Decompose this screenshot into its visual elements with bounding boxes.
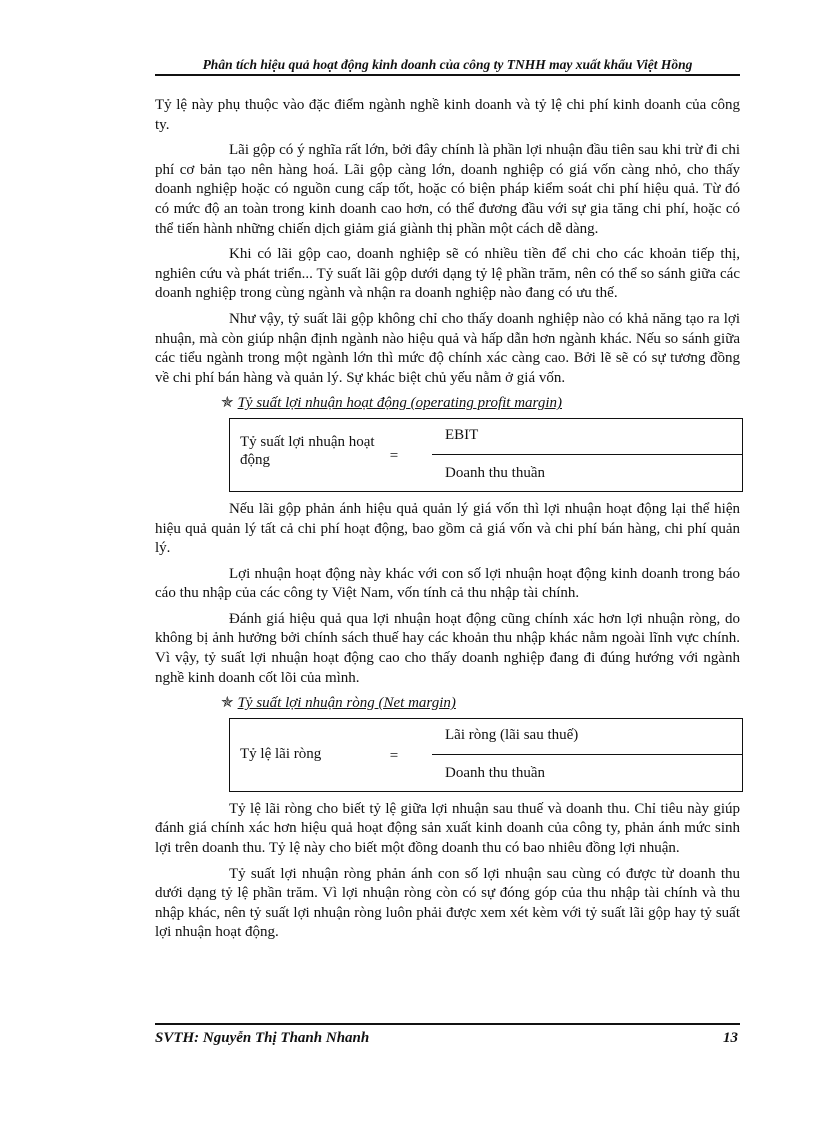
- section-heading-net-margin: [221, 694, 740, 714]
- fraction-bar: [432, 754, 742, 755]
- footer-author: SVTH: Nguyễn Thị Thanh Nhanh: [155, 1030, 370, 1046]
- equals-sign: =: [389, 747, 399, 764]
- fraction-bar: [432, 454, 742, 455]
- operating-margin-formula: [229, 418, 743, 492]
- equals-sign: =: [389, 447, 399, 464]
- paragraph: Đánh giá hiệu quả qua lợi nhuận hoạt động cũng chính xác hơn lợi nhuận ròng, do không bị ảnh hưởng bởi chính sách thuế hay các khoản thu nhập khác nằm ngoài lĩnh vực chính. Vì vậy, tỷ suất lợi nhuận hoạt động cao cho thấy doanh nghiệp đang đi đúng hướng với ngành nghề kinh doanh cốt lõi của mình.: [155, 610, 740, 686]
- paragraph: Tỷ suất lợi nhuận ròng phản ánh con số lợi nhuận sau cùng có được từ doanh thu dưới dạng tỷ lệ phần trăm. Vì lợi nhuận ròng còn có sự đóng góp của thu nhập tài chính và thu nhập khác, nên tỷ suất lợi nhuận ròng luôn phải được xem xét kèm với tỷ suất lãi gộp hay tỷ suất lợi nhuận hoạt động.: [155, 865, 740, 941]
- running-header: Phân tích hiệu quả hoạt động kinh doanh của công ty TNHH may xuất khẩu Việt Hồng: [202, 57, 693, 72]
- paragraph: Lợi nhuận hoạt động này khác với con số lợi nhuận hoạt động kinh doanh trong báo cáo thu nhập của các công ty Việt Nam, vốn tính cả thu nhập tài chính.: [155, 565, 740, 602]
- header-rule: [155, 74, 740, 76]
- formula-numerator: Lãi ròng (lãi sau thuế): [445, 726, 579, 743]
- section-heading-operating-margin: [221, 394, 740, 414]
- formula-denominator: Doanh thu thuần: [445, 764, 545, 781]
- paragraph: Như vậy, tỷ suất lãi gộp không chỉ cho thấy doanh nghiệp nào có khả năng tạo ra lợi nhuận, mà còn giúp nhận định ngành nào hiệu quả và hấp dẫn hơn ngành khác. Nếu so sánh giữa các tiểu ngành trong một ngành lớn thì mức độ chính xác càng cao. Bởi lẽ sẽ có sự tương đồng về chi phí bán hàng và quản lý. Sự khác biệt chủ yếu nằm ở giá vốn.: [155, 310, 740, 386]
- paragraph: Nếu lãi gộp phản ánh hiệu quả quản lý giá vốn thì lợi nhuận hoạt động lại thể hiện hiệu quả quản lý tất cả chi phí hoạt động, bao gồm cả giá vốn và chi phí bán hàng, chi phí quản lý.: [155, 500, 740, 557]
- footer-rule: [155, 1023, 740, 1025]
- page-body: [155, 96, 740, 949]
- formula-denominator: Doanh thu thuần: [445, 464, 545, 481]
- formula-numerator: EBIT: [445, 426, 479, 443]
- star-bullet-icon: ✯: [221, 695, 234, 712]
- formula-label: Tỷ suất lợi nhuận hoạt động: [240, 433, 375, 468]
- paragraph: Tỷ lệ lãi ròng cho biết tỷ lệ giữa lợi nhuận sau thuế và doanh thu. Chỉ tiêu này giúp đánh giá chính xác hơn hiệu quả hoạt động sản xuất kinh doanh của công ty, phản ánh mức sinh lợi trên doanh thu. Tỷ lệ này cho biết một đồng doanh thu có bao nhiêu đồng lợi nhuận.: [155, 800, 740, 857]
- page-number: 13: [723, 1030, 738, 1046]
- formula-label: Tỷ lệ lãi ròng: [240, 745, 322, 762]
- paragraph: Khi có lãi gộp cao, doanh nghiệp sẽ có nhiều tiền để chi cho các khoản tiếp thị, nghiên cứu và phát triển... Tỷ suất lãi gộp dưới dạng tỷ lệ phần trăm, nên có thể so sánh giữa các doanh nghiệp trong cùng ngành và nhận ra doanh nghiệp nào đang có ưu thế.: [155, 246, 740, 302]
- star-bullet-icon: ✯: [221, 395, 234, 412]
- section-title: Tỷ suất lợi nhuận hoạt động (operating profit margin): [237, 395, 562, 412]
- paragraph: Lãi gộp có ý nghĩa rất lớn, bởi đây chính là phần lợi nhuận đầu tiên sau khi trừ đi chi phí cơ bản tạo nên hàng hoá. Lãi gộp càng lớn, doanh nghiệp có giá vốn càng nhỏ, cho thấy doanh nghiệp hoặc có nguồn cung cấp tốt, hoặc có biện pháp kiểm soát chi phí hiệu quả. Từ đó có mức độ an toàn trong kinh doanh cao hơn, có thể đương đầu với sự gia tăng chi phí, hoặc có thể tiến hành những chiến dịch giảm giá giành thị phần một cách dễ dàng.: [155, 142, 740, 237]
- net-margin-formula: [229, 718, 743, 792]
- section-title: Tỷ suất lợi nhuận ròng (Net margin): [237, 695, 456, 712]
- paragraph: Tỷ lệ này phụ thuộc vào đặc điểm ngành nghề kinh doanh và tỷ lệ chi phí kinh doanh của công ty.: [155, 97, 740, 133]
